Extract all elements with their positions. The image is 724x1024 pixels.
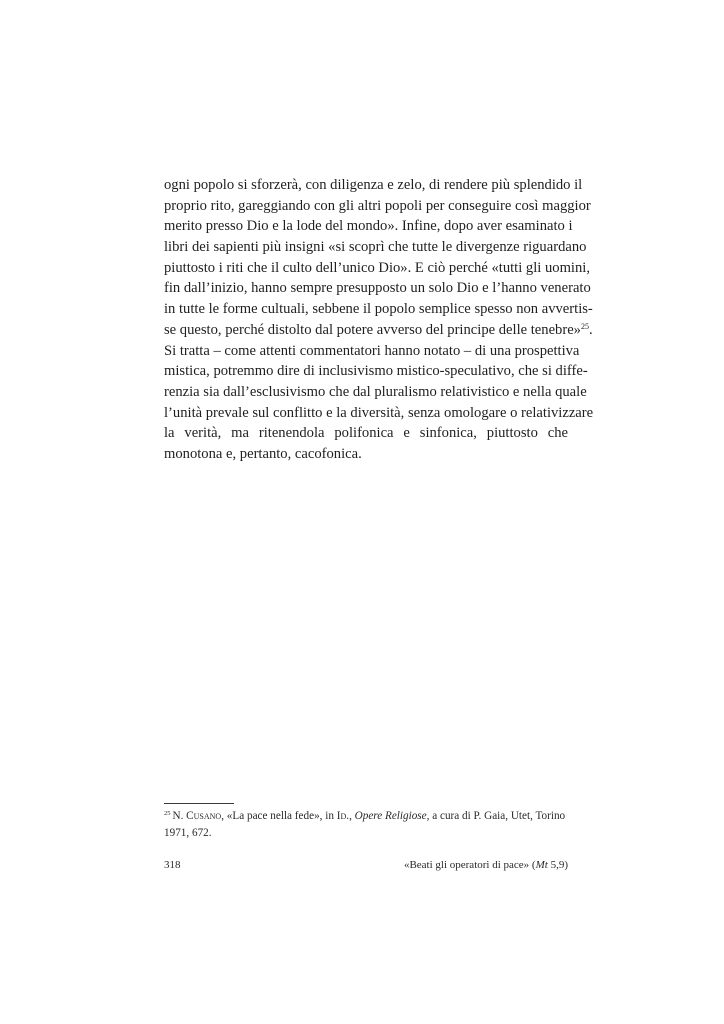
page-number: 318 bbox=[164, 859, 181, 871]
footnote-text: , bbox=[349, 810, 355, 822]
text-line: in tutte le forme cultuali, sebbene il popolo semplice spesso non avvertis- bbox=[164, 301, 593, 318]
footnote-text: , «La pace nella fede», in bbox=[221, 810, 337, 822]
footnote-text: , a cura di P. Gaia, Utet, Torino 1971, 672. bbox=[164, 810, 566, 839]
footnote bbox=[164, 808, 568, 842]
main-paragraph bbox=[164, 175, 594, 465]
running-title-ref: 5,9) bbox=[547, 859, 568, 871]
footnote-number: 25 bbox=[164, 810, 171, 817]
footnote-reference[interactable]: 25 bbox=[580, 321, 589, 331]
text-line: merito presso Dio e la lode del mondo». Infine, dopo aver esaminato i bbox=[164, 218, 573, 235]
text-line: fin dall’inizio, hanno sempre presupposto un solo Dio e l’hanno venerato bbox=[164, 280, 591, 297]
text-line: la verità, ma ritenendola polifonica e sinfonica, piuttosto che bbox=[164, 425, 568, 442]
footnote-work-title: Opere Religiose bbox=[354, 810, 427, 822]
text-line: libri dei sapienti più insigni «si scoprì che tutte le divergenze riguardano bbox=[164, 239, 587, 256]
text-line-content: se questo, perché distolto dal potere avverso del principe delle tenebre» bbox=[164, 321, 581, 338]
text-line: piuttosto i riti che il culto dell’unico Dio». E ciò perché «tutti gli uomini, bbox=[164, 259, 590, 276]
running-title-book: Mt bbox=[535, 859, 548, 871]
text-line: proprio rito, gareggiando con gli altri popoli per conseguire così maggior bbox=[164, 197, 591, 214]
text-line-with-footnote-ref bbox=[164, 320, 593, 341]
text-line: renzia sia dall’esclusivismo che dal pluralismo relativistico e nella quale bbox=[164, 383, 587, 400]
footnote-separator bbox=[164, 803, 234, 804]
text-line: mistica, potremmo dire di inclusivismo mistico-speculativo, che si diffe- bbox=[164, 363, 588, 380]
running-title-text: «Beati gli operatori di pace» ( bbox=[403, 859, 536, 871]
text-line: monotona e, pertanto, cacofonica. bbox=[164, 445, 362, 462]
text-line: l’unità prevale sul conflitto e la diversità, senza omologare o relativizzare bbox=[164, 404, 594, 421]
running-title bbox=[404, 858, 568, 872]
footnote-author: N. Cusano bbox=[172, 810, 222, 822]
text-line: ogni popolo si sforzerà, con diligenza e zelo, di rendere più splendido il bbox=[164, 177, 583, 193]
text-line: Si tratta – come attenti commentatori hanno notato – di una prospettiva bbox=[164, 342, 580, 359]
footnote-reference-trail: . bbox=[588, 321, 593, 338]
footnote-ibid: Id. bbox=[336, 810, 350, 822]
